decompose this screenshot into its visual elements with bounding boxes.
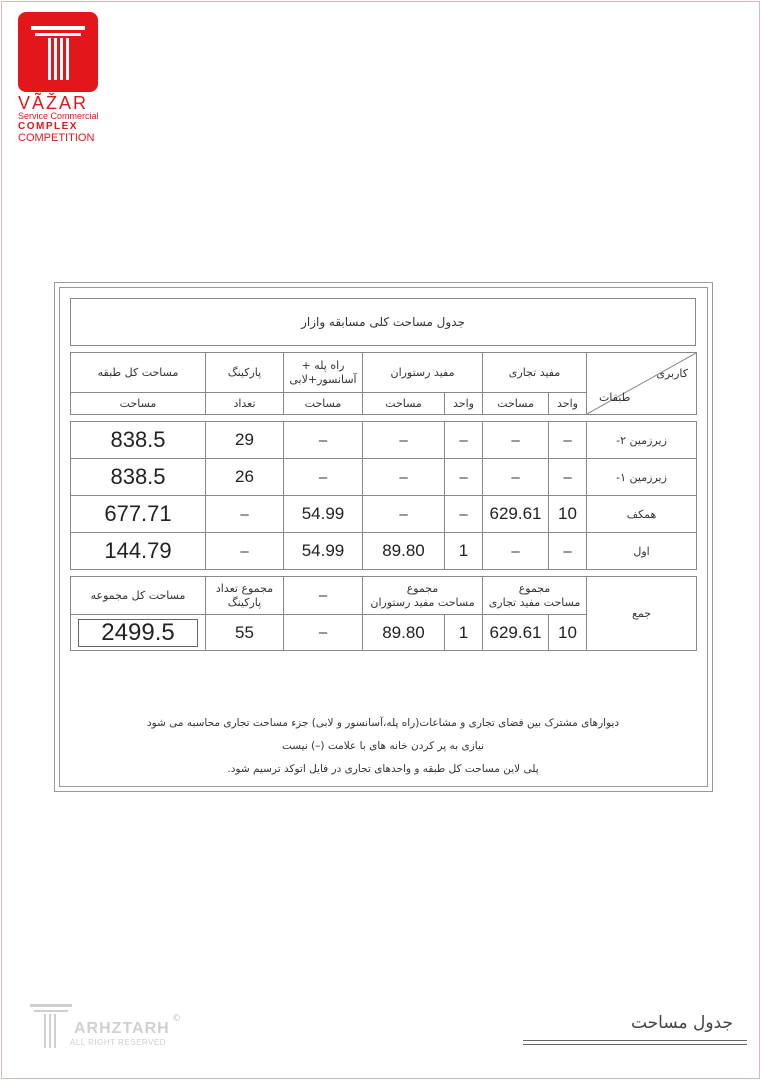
com-unit: – [549, 422, 587, 459]
floor-label: همکف [587, 496, 697, 533]
table-row [71, 533, 697, 570]
table-title: جدول مساحت کلی مسابقه وازار [70, 298, 696, 346]
table-row [71, 496, 697, 533]
parking-count: – [206, 533, 284, 570]
parking-count: – [206, 496, 284, 533]
com-area: – [483, 459, 549, 496]
sub-res-unit: واحد [445, 393, 483, 415]
note-2: نیازی به پر کردن خانه های با علامت (–) نیست [281, 740, 485, 752]
sum-label: جمع [587, 577, 697, 651]
sub-floor-area: مساحت [71, 393, 206, 415]
res-unit: – [445, 496, 483, 533]
sum-com-header [483, 577, 587, 615]
sum-com-header-a: مجموع [518, 581, 551, 595]
brand-watermark [30, 1002, 190, 1052]
stairs-area: 54.99 [284, 533, 363, 570]
grand-total: 2499.5 [78, 619, 198, 647]
area-table [70, 352, 697, 651]
floor-label: اول [587, 533, 697, 570]
res-area: – [363, 496, 445, 533]
com-area: – [483, 422, 549, 459]
sum-com-header-b: مساحت مفید تجاری [488, 595, 581, 609]
note-3: پلی لاین مساحت کل طبقه و واحدهای تجاری در فایل اتوکد ترسیم شود. [227, 763, 539, 775]
floor-total: 144.79 [71, 533, 206, 570]
sum-total-header: مساحت کل مجموعه [71, 577, 206, 615]
table-row [71, 459, 697, 496]
stairs-area: – [284, 459, 363, 496]
sheet-title: جدول مساحت [630, 1013, 733, 1033]
res-area: – [363, 422, 445, 459]
sub-res-area: مساحت [363, 393, 445, 415]
parking-count: 29 [206, 422, 284, 459]
com-unit: – [549, 459, 587, 496]
sum-total-cell [71, 615, 206, 651]
sum-stairs-header: – [284, 577, 363, 615]
res-area: 89.80 [363, 533, 445, 570]
stairs-area: 54.99 [284, 496, 363, 533]
header-floor-area: مساحت کل طبقه [71, 353, 206, 393]
sub-stairs-area: مساحت [284, 393, 363, 415]
floor-label: زیرزمین ۱- [587, 459, 697, 496]
res-unit: – [445, 459, 483, 496]
floor-total: 677.71 [71, 496, 206, 533]
com-unit: 10 [549, 496, 587, 533]
note-1: دیوارهای مشترک بین فضای تجاری و مشاعات(راه پله،آسانسور و لابی) جزء مساحت تجاری محاسبه می شود [146, 717, 620, 729]
header-parking: پارکینگ [206, 353, 284, 393]
sum-stairs: – [284, 615, 363, 651]
res-area: – [363, 459, 445, 496]
logo-line-2: COMPLEX [18, 121, 78, 132]
column-watermark-icon [30, 1002, 74, 1050]
stairs-area: – [284, 422, 363, 459]
header-commercial: مفید تجاری [483, 353, 587, 393]
parking-count: 26 [206, 459, 284, 496]
logo [18, 12, 100, 145]
logo-name: VÃŽAR [18, 93, 89, 113]
sum-res-unit: 1 [445, 615, 483, 651]
header-usage: کاربری [656, 367, 689, 380]
header-usage-floors [587, 353, 697, 415]
res-unit: 1 [445, 533, 483, 570]
header-stairs: راه پله + آسانسور+لابی [284, 353, 363, 393]
copyright-icon: © [172, 1014, 181, 1024]
logo-mark [18, 12, 98, 92]
diagonal-line [587, 353, 696, 414]
sum-com-area: 629.61 [483, 615, 549, 651]
title-rule-1 [523, 1040, 747, 1041]
sum-parking-header: مجموع تعداد پارکینگ [206, 577, 284, 615]
floor-total: 838.5 [71, 459, 206, 496]
brand-sub: ALL RIGHT RESERVED [70, 1038, 166, 1047]
sum-res-area: 89.80 [363, 615, 445, 651]
sum-header-row [71, 577, 697, 615]
sum-res-header [363, 577, 483, 615]
com-area: 629.61 [483, 496, 549, 533]
header-floors: طبقات [599, 391, 631, 404]
sum-parking: 55 [206, 615, 284, 651]
sum-res-header-a: مجموع [406, 581, 439, 595]
sum-res-header-b: مساحت مفید رستوران [370, 595, 475, 609]
table-row [71, 422, 697, 459]
com-area: – [483, 533, 549, 570]
title-rule-2 [523, 1044, 747, 1045]
notes [70, 712, 696, 781]
sub-com-unit: واحد [549, 393, 587, 415]
brand-name: ARHZTARH [74, 1020, 170, 1037]
header-restaurant: مفید رستوران [363, 353, 483, 393]
res-unit: – [445, 422, 483, 459]
sub-parking-count: تعداد [206, 393, 284, 415]
sum-com-unit: 10 [549, 615, 587, 651]
floor-total: 838.5 [71, 422, 206, 459]
com-unit: – [549, 533, 587, 570]
column-icon [18, 12, 98, 92]
floor-label: زیرزمین ۲- [587, 422, 697, 459]
sub-com-area: مساحت [483, 393, 549, 415]
logo-line-1: Service Commercial [18, 111, 99, 121]
logo-line-3: COMPETITION [18, 132, 95, 144]
